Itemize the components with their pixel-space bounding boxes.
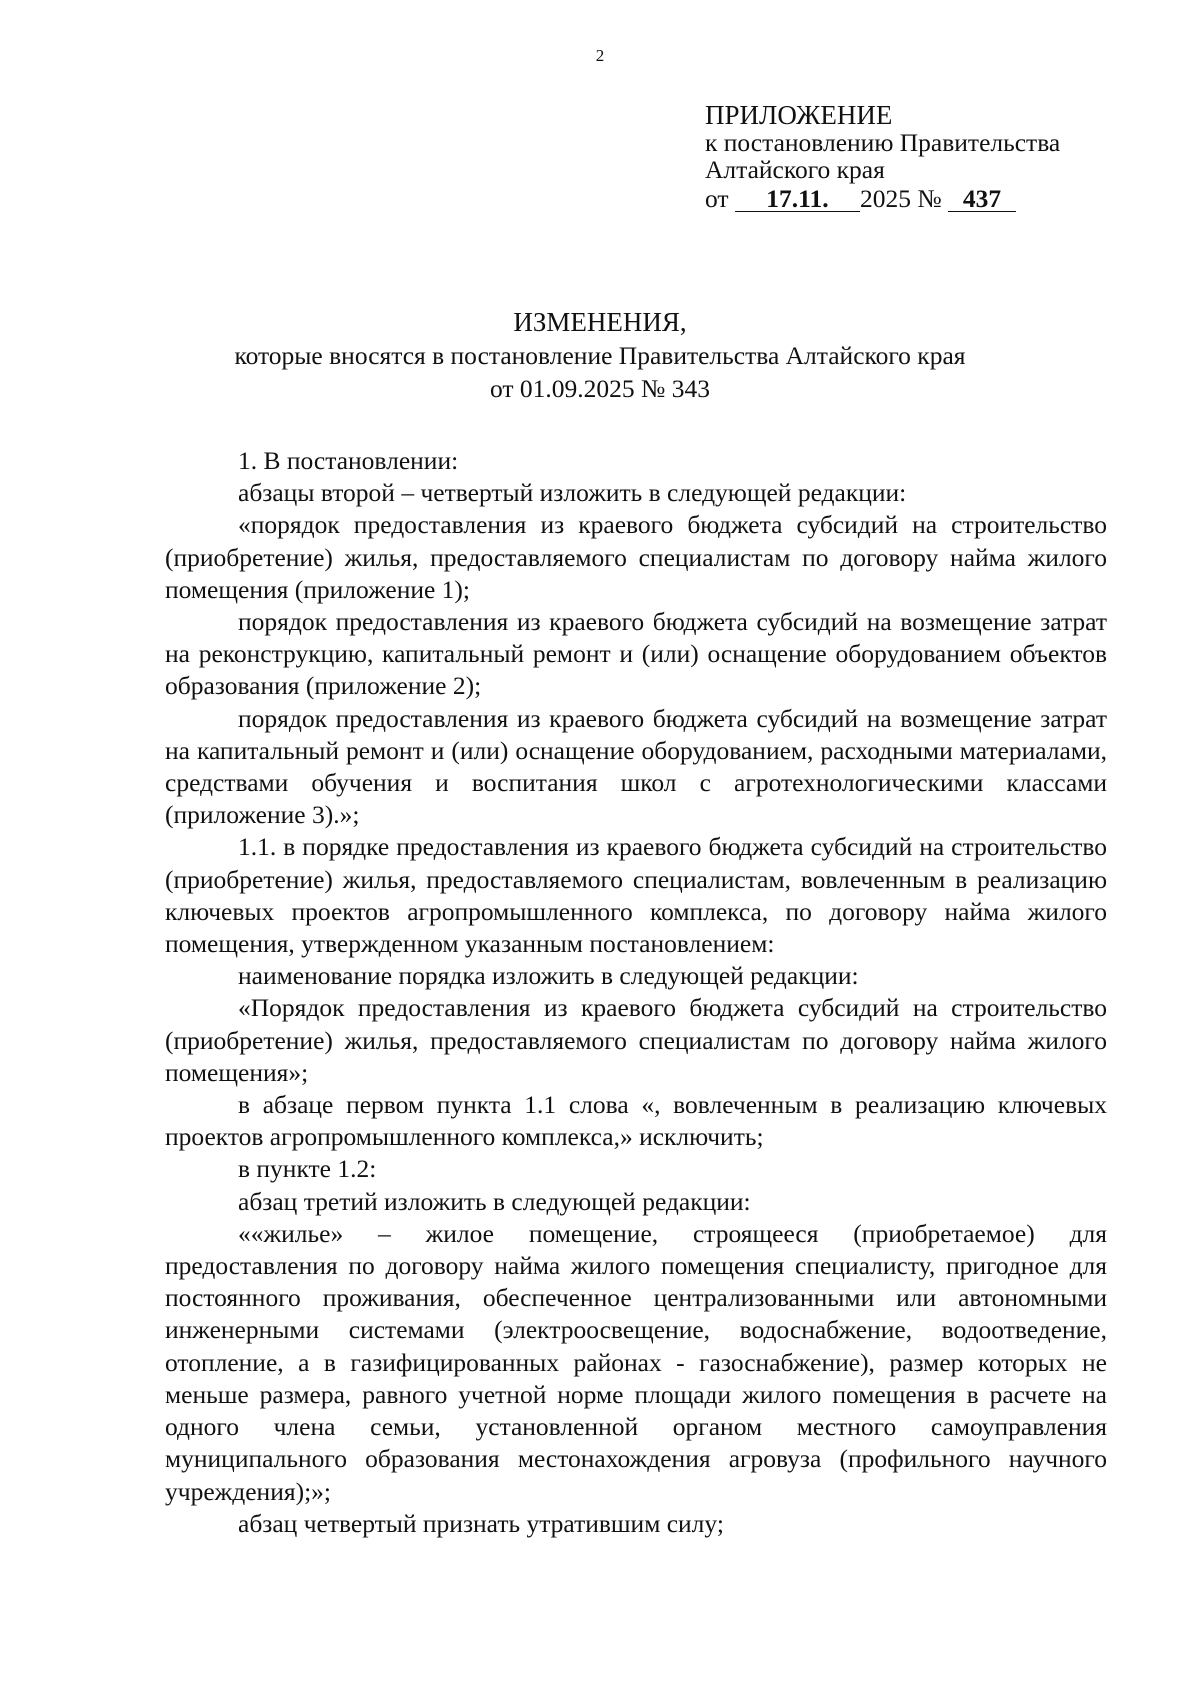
- appendix-block: [705, 102, 1135, 212]
- from-label: от: [705, 184, 729, 213]
- paragraph-7: наименование порядка изложить в следующей редакции:: [238, 961, 859, 991]
- paragraph-1: 1. В постановлении:: [238, 446, 459, 475]
- paragraph-8: «Порядок предоставления из краевого бюджета субсидий на строительство (приобретение) жилья, предоставляемого специалистам по договору найма жилого помещения»;: [165, 993, 1107, 1087]
- paragraph-13: абзац четвертый признать утратившим силу;: [238, 1508, 724, 1538]
- resolution-date: 17.11.: [735, 187, 860, 212]
- page-number: 2: [595, 46, 605, 65]
- paragraph-3: «порядок предоставления из краевого бюджета субсидий на строительство (приобретение) жилья, предоставляемого специалистам по договору найма жилого помещения (приложение 1);: [165, 510, 1107, 604]
- paragraph-11: абзац третий изложить в следующей редакции:: [238, 1186, 751, 1216]
- number-sign: №: [917, 184, 942, 213]
- paragraph-6: 1.1. в порядке предоставления из краевого бюджета субсидий на строительство (приобретение) жилья, предоставляемого специалистам, вовлеченным в реализацию ключевых проектов агропромышленного комплекса, по договору найма жилого помещения, утвержденном указанным постановлением:: [165, 832, 1107, 959]
- appendix-title: ПРИЛОЖЕНИЕ: [705, 100, 893, 130]
- appendix-line-2: Алтайского края: [705, 155, 885, 184]
- paragraph-5: порядок предоставления из краевого бюджета субсидий на возмещение затрат на капитальный ремонт и (или) оснащение оборудованием, расходными материалами, средствами обучения и воспитания школ с агротехнологическими классами (приложение 3).»;: [165, 703, 1107, 830]
- resolution-year: 2025: [859, 184, 911, 213]
- resolution-number: 437: [948, 187, 1016, 212]
- document-body: [165, 445, 1107, 1540]
- heading-subtitle-line-2: от 01.09.2025 № 343: [489, 374, 710, 403]
- heading-subtitle-line-1: которые вносятся в постановление Правительства Алтайского края: [234, 341, 966, 370]
- paragraph-12: ««жилье» – жилое помещение, строящееся (приобретаемое) для предоставления по договору найма жилого помещения специалисту, пригодное для постоянного проживания, обеспеченное централизованными или автономными инженерными системами (электроосвещение, водоснабжение, водоотведение, отопление, а в газифицированных районах - газоснабжение), размер которых не меньше размера, равного учетной норме площади жилого помещения в расчете на одного члена семьи, установленной органом местного самоуправления муниципального образования местонахождения агровуза (профильного научного учреждения);»;: [165, 1218, 1107, 1506]
- paragraph-4: порядок предоставления из краевого бюджета субсидий на возмещение затрат на реконструкцию, капитальный ремонт и (или) оснащение оборудованием объектов образования (приложение 2);: [165, 607, 1107, 701]
- document-heading: [0, 306, 1200, 405]
- appendix-date-line: [705, 185, 1135, 212]
- paragraph-9: в абзаце первом пункта 1.1 слова «, вовлеченным в реализацию ключевых проектов агропромышленного комплекса,» исключить;: [165, 1090, 1107, 1152]
- paragraph-2: абзацы второй – четвертый изложить в следующей редакции:: [238, 478, 907, 508]
- heading-title: ИЗМЕНЕНИЯ,: [513, 307, 687, 337]
- paragraph-10: в пункте 1.2:: [238, 1154, 377, 1184]
- appendix-line-1: к постановлению Правительства: [705, 128, 1061, 157]
